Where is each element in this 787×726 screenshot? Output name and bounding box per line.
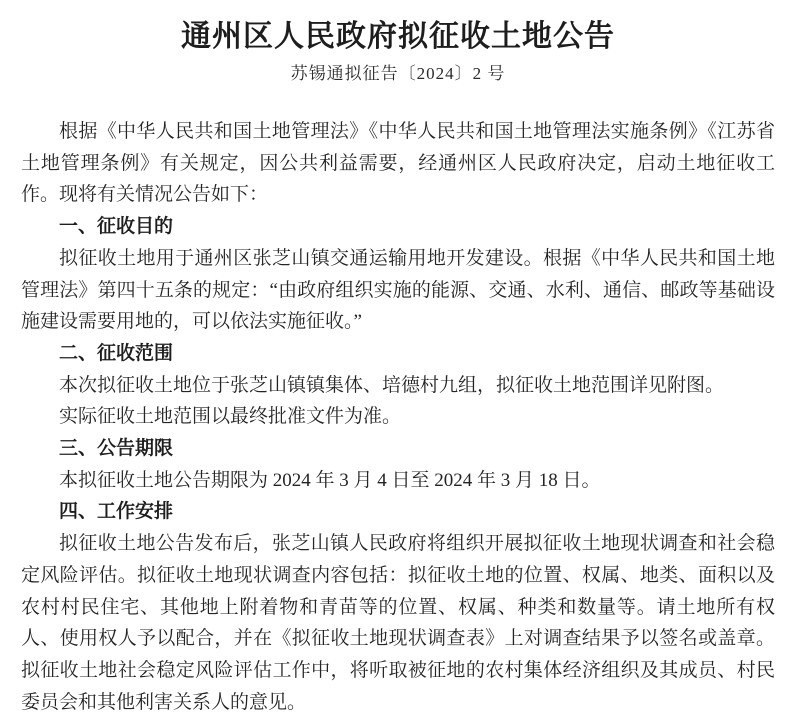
section-heading: 四、工作安排 [59,501,174,523]
document-body [21,116,775,718]
section-heading: 三、公告期限 [59,438,174,460]
document-title: 通州区人民政府拟征收土地公告 [181,20,615,53]
paragraph: 根据《中华人民共和国土地管理法》《中华人民共和国土地管理法实施条例》《江苏省土地管理条例》有关规定，因公共利益需要，经通州区人民政府决定，启动土地征收工作。现将有关情况公告如下： [21,121,775,206]
section-heading: 二、征收范围 [59,342,174,364]
paragraph: 拟征收土地公告发布后，张芝山镇人民政府将组织开展拟征收土地现状调查和社会稳定风险评估。拟征收土地现状调查内容包括：拟征收土地的位置、权属、地类、面积以及农村村民住宅、其他地上附着物和青苗等的位置、权属、种类和数量等。请土地所有权人、使用权人予以配合，并在《拟征收土地现状调查表》上对调查结果予以签名或盖章。拟征收土地社会稳定风险评估工作中，将听取被征地的农村集体经济组织及其成员、村民委员会和其他利害关系人的意见。 [21,533,775,713]
paragraph: 拟征收土地用于通州区张芝山镇交通运输用地开发建设。根据《中华人民共和国土地管理法》第四十五条的规定：“由政府组织实施的能源、交通、水利、通信、邮政等基础设施建设需要用地的，可以依法实施征收。” [21,247,775,333]
section-heading: 一、征收目的 [59,216,174,238]
document-number: 苏锡通拟征告〔2024〕2 号 [290,64,506,83]
paragraph: 实际征收土地范围以最终批准文件为准。 [59,406,402,428]
paragraph: 本次拟征收土地位于张芝山镇镇集体、培德村九组，拟征收土地范围详见附图。 [59,374,725,396]
paragraph: 本拟征收土地公告期限为 2024 年 3 月 4 日至 2024 年 3 月 18 日。 [59,469,601,491]
